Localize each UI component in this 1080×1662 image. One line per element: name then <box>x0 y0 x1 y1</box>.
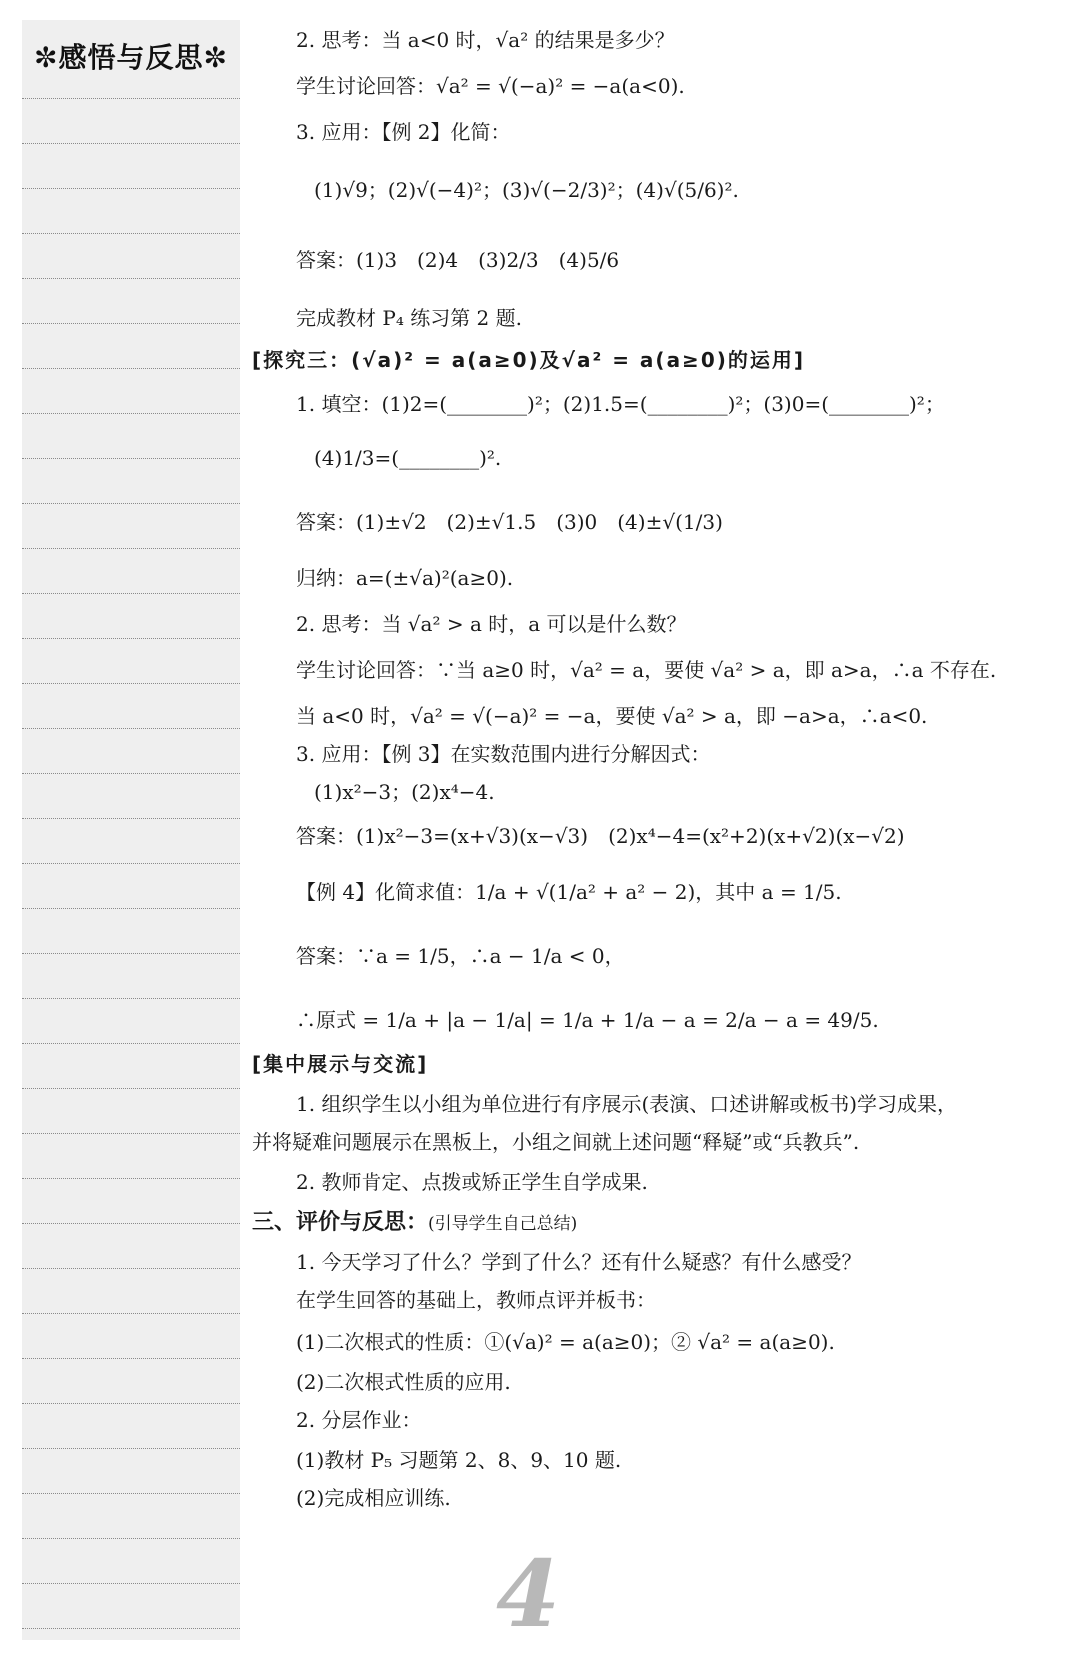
note-line <box>22 233 240 234</box>
apply-3: 3. 应用：【例 3】在实数范围内进行分解因式： <box>296 742 711 766</box>
note-line <box>22 1133 240 1134</box>
note-line <box>22 683 240 684</box>
note-line <box>22 863 240 864</box>
show-item-2: 2. 教师肯定、点拨或矫正学生自学成果. <box>296 1170 648 1194</box>
think-2: 2. 思考：当 √a² > a 时，a 可以是什么数？ <box>296 612 687 636</box>
show-item-1b: 并将疑难问题展示在黑板上，小组之间就上述问题“释疑”或“兵教兵”. <box>252 1130 860 1154</box>
property-2: (2)二次根式性质的应用. <box>296 1370 511 1394</box>
note-line <box>22 998 240 999</box>
show-item-1a: 1. 组织学生以小组为单位进行有序展示(表演、口述讲解或板书)学习成果， <box>296 1092 958 1116</box>
note-line <box>22 593 240 594</box>
reflection-sidebar <box>22 20 240 1640</box>
note-line <box>22 728 240 729</box>
discussion-line-2: 当 a<0 时，√a² = √(−a)² = −a，要使 √a² > a，即 −a>a，∴a<0. <box>296 704 928 728</box>
example-3-answer: 答案：(1)x²−3=(x+√3)(x−√3) (2)x⁴−4=(x²+2)(x+√2)(x−√2) <box>296 824 905 848</box>
explore-3-heading: [探究三：(√a)² = a(a≥0)及√a² = a(a≥0)的运用] <box>252 348 806 372</box>
question-3-apply: 3. 应用：【例 2】化简： <box>296 120 511 144</box>
note-line <box>22 1223 240 1224</box>
textbook-exercise: 完成教材 P₄ 练习第 2 题. <box>296 306 522 330</box>
fill-blank-answer: 答案：(1)±√2 (2)±√1.5 (3)0 (4)±√(1/3) <box>296 510 723 534</box>
note-line <box>22 1538 240 1539</box>
note-line <box>22 323 240 324</box>
note-line <box>22 1628 240 1629</box>
note-line <box>22 503 240 504</box>
note-line <box>22 1358 240 1359</box>
example-4: 【例 4】化简求值：1/a + √(1/a² + a² − 2)，其中 a = 1/5. <box>296 880 842 904</box>
note-line <box>22 1178 240 1179</box>
note-line <box>22 1088 240 1089</box>
homework-heading: 2. 分层作业： <box>296 1408 422 1432</box>
evaluation-heading: 三、评价与反思： <box>252 1210 429 1235</box>
sidebar-title: ✼感悟与反思✼ <box>34 41 228 74</box>
induction: 归纳：a=(±√a)²(a≥0). <box>296 566 514 590</box>
show-exchange-heading: [集中展示与交流] <box>252 1052 429 1076</box>
question-2-think: 2. 思考：当 a<0 时，√a² 的结果是多少？ <box>296 28 675 52</box>
fill-blank-item-4: (4)1/3=(________)². <box>314 446 502 470</box>
example-4-answer-1: 答案：∵a = 1/5，∴a − 1/a < 0， <box>296 944 625 968</box>
note-line <box>22 413 240 414</box>
note-line <box>22 773 240 774</box>
discussion-line-1: 学生讨论回答：∵当 a≥0 时，√a² = a，要使 √a² > a，即 a>a，∴a 不存在. <box>296 658 997 682</box>
evaluation-note: (引导学生自己总结) <box>428 1214 578 1234</box>
note-line <box>22 368 240 369</box>
note-line <box>22 278 240 279</box>
note-line <box>22 458 240 459</box>
note-line <box>22 953 240 954</box>
note-line <box>22 1313 240 1314</box>
note-line <box>22 638 240 639</box>
question-2-answer: 学生讨论回答：√a² = √(−a)² = −a(a<0). <box>296 74 685 98</box>
fill-blank-prompt: 1. 填空：(1)2=(________)²；(2)1.5=(________)²；(3)0=(________)²； <box>296 392 945 416</box>
example-4-answer-2: ∴原式 = 1/a + |a − 1/a| = 1/a + 1/a − a = 2/a − a = 49/5. <box>296 1008 879 1032</box>
note-line <box>22 1448 240 1449</box>
note-line <box>22 1583 240 1584</box>
evaluation-item-1b: 在学生回答的基础上，教师点评并板书： <box>296 1288 656 1312</box>
note-line <box>22 818 240 819</box>
evaluation-item-1: 1. 今天学习了什么？学到了什么？还有什么疑惑？有什么感受？ <box>296 1250 862 1274</box>
homework-2: (2)完成相应训练. <box>296 1486 451 1510</box>
note-line <box>22 1268 240 1269</box>
homework-1: (1)教材 P₅ 习题第 2、8、9、10 题. <box>296 1448 622 1472</box>
note-line <box>22 1403 240 1404</box>
note-line <box>22 1493 240 1494</box>
page-number: 4 <box>496 1540 561 1648</box>
note-line <box>22 548 240 549</box>
example-2-items: (1)√9；(2)√(−4)²；(3)√(−2/3)²；(4)√(5/6)². <box>314 178 739 202</box>
evaluation-heading-row <box>252 1212 577 1234</box>
example-2-answer: 答案：(1)3 (2)4 (3)2/3 (4)5/6 <box>296 248 620 272</box>
note-line <box>22 188 240 189</box>
note-line <box>22 98 240 99</box>
property-1: (1)二次根式的性质：①(√a)² = a(a≥0)；② √a² = a(a≥0). <box>296 1330 835 1354</box>
note-line <box>22 143 240 144</box>
note-line <box>22 1043 240 1044</box>
note-line <box>22 908 240 909</box>
example-3-items: (1)x²−3；(2)x⁴−4. <box>314 780 495 804</box>
